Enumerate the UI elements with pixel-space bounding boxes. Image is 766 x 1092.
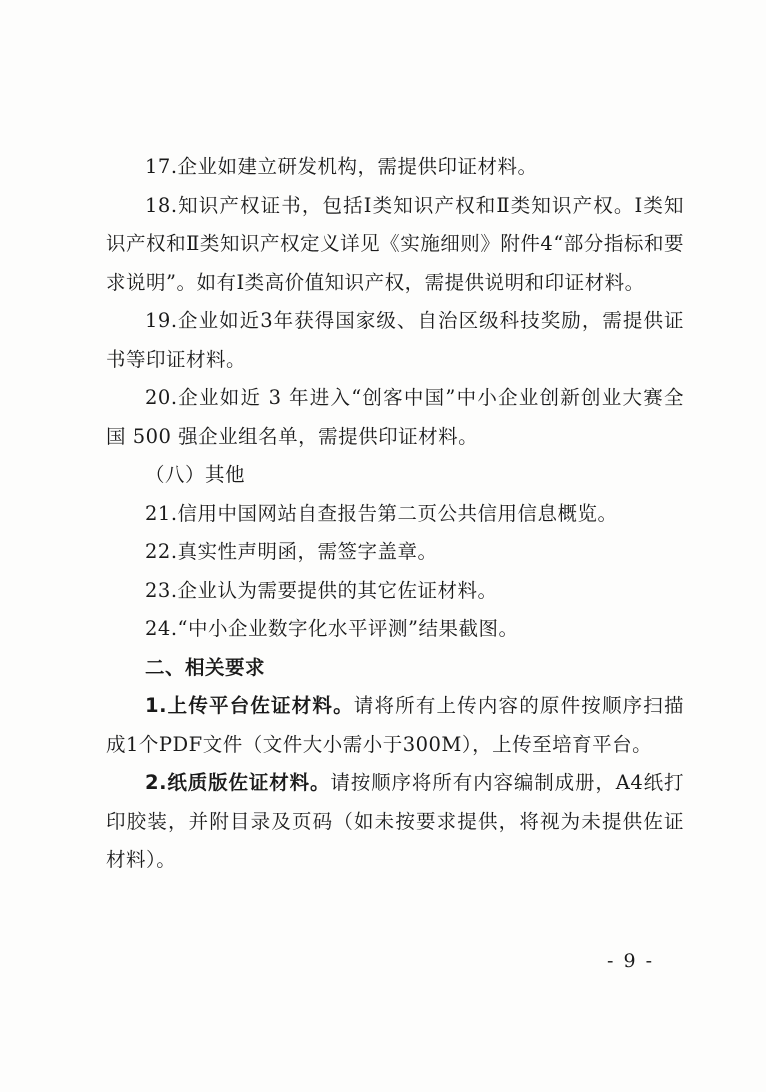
paragraph-18: 18.知识产权证书，包括Ⅰ类知识产权和Ⅱ类知识产权。Ⅰ类知识产权和Ⅱ类知识产权定义详见《实施细则》附件4“部分指标和要求说明”。如有Ⅰ类高价值知识产权，需提供说明和印证材料。 bbox=[106, 193, 684, 294]
requirement-upload bbox=[106, 687, 684, 764]
paragraph-19: 19.企业如近3年获得国家级、自治区级科技奖励，需提供证书等印证材料。 bbox=[106, 309, 684, 371]
paragraph-21: 21.信用中国网站自查报告第二页公共信用信息概览。 bbox=[145, 501, 618, 525]
paragraph-24: 24.“中小企业数字化水平评测”结果截图。 bbox=[145, 617, 519, 640]
requirement-upload-text: 请将所有上传内容的原件按顺序扫描成1个PDF文件（文件大小需小于300M），上传至培育平台。 bbox=[106, 694, 684, 756]
paragraph-22: 22.真实性声明函，需签字盖章。 bbox=[145, 540, 438, 563]
page-number: - 9 - bbox=[606, 950, 654, 972]
subsection-heading-other: （八）其他 bbox=[145, 463, 246, 486]
requirement-paper bbox=[106, 764, 684, 880]
paragraph-23: 23.企业认为需要提供的其它佐证材料。 bbox=[145, 578, 498, 602]
paragraph-20: 20.企业如近 3 年进入“创客中国”中小企业创新创业大赛全国 500 强企业组名单，需提供印证材料。 bbox=[106, 386, 684, 448]
paragraph-17: 17.企业如建立研发机构，需提供印证材料。 bbox=[145, 155, 538, 178]
document-body bbox=[106, 148, 684, 880]
section-heading-requirements: 二、相关要求 bbox=[145, 655, 266, 679]
requirement-paper-text: 请按顺序将所有内容编制成册，A4纸打印胶装，并附目录及页码（如未按要求提供，将视为未提供佐证材料）。 bbox=[106, 771, 684, 871]
requirement-upload-title: 1.上传平台佐证材料。 bbox=[145, 694, 354, 717]
requirement-paper-title: 2.纸质版佐证材料。 bbox=[145, 771, 331, 794]
